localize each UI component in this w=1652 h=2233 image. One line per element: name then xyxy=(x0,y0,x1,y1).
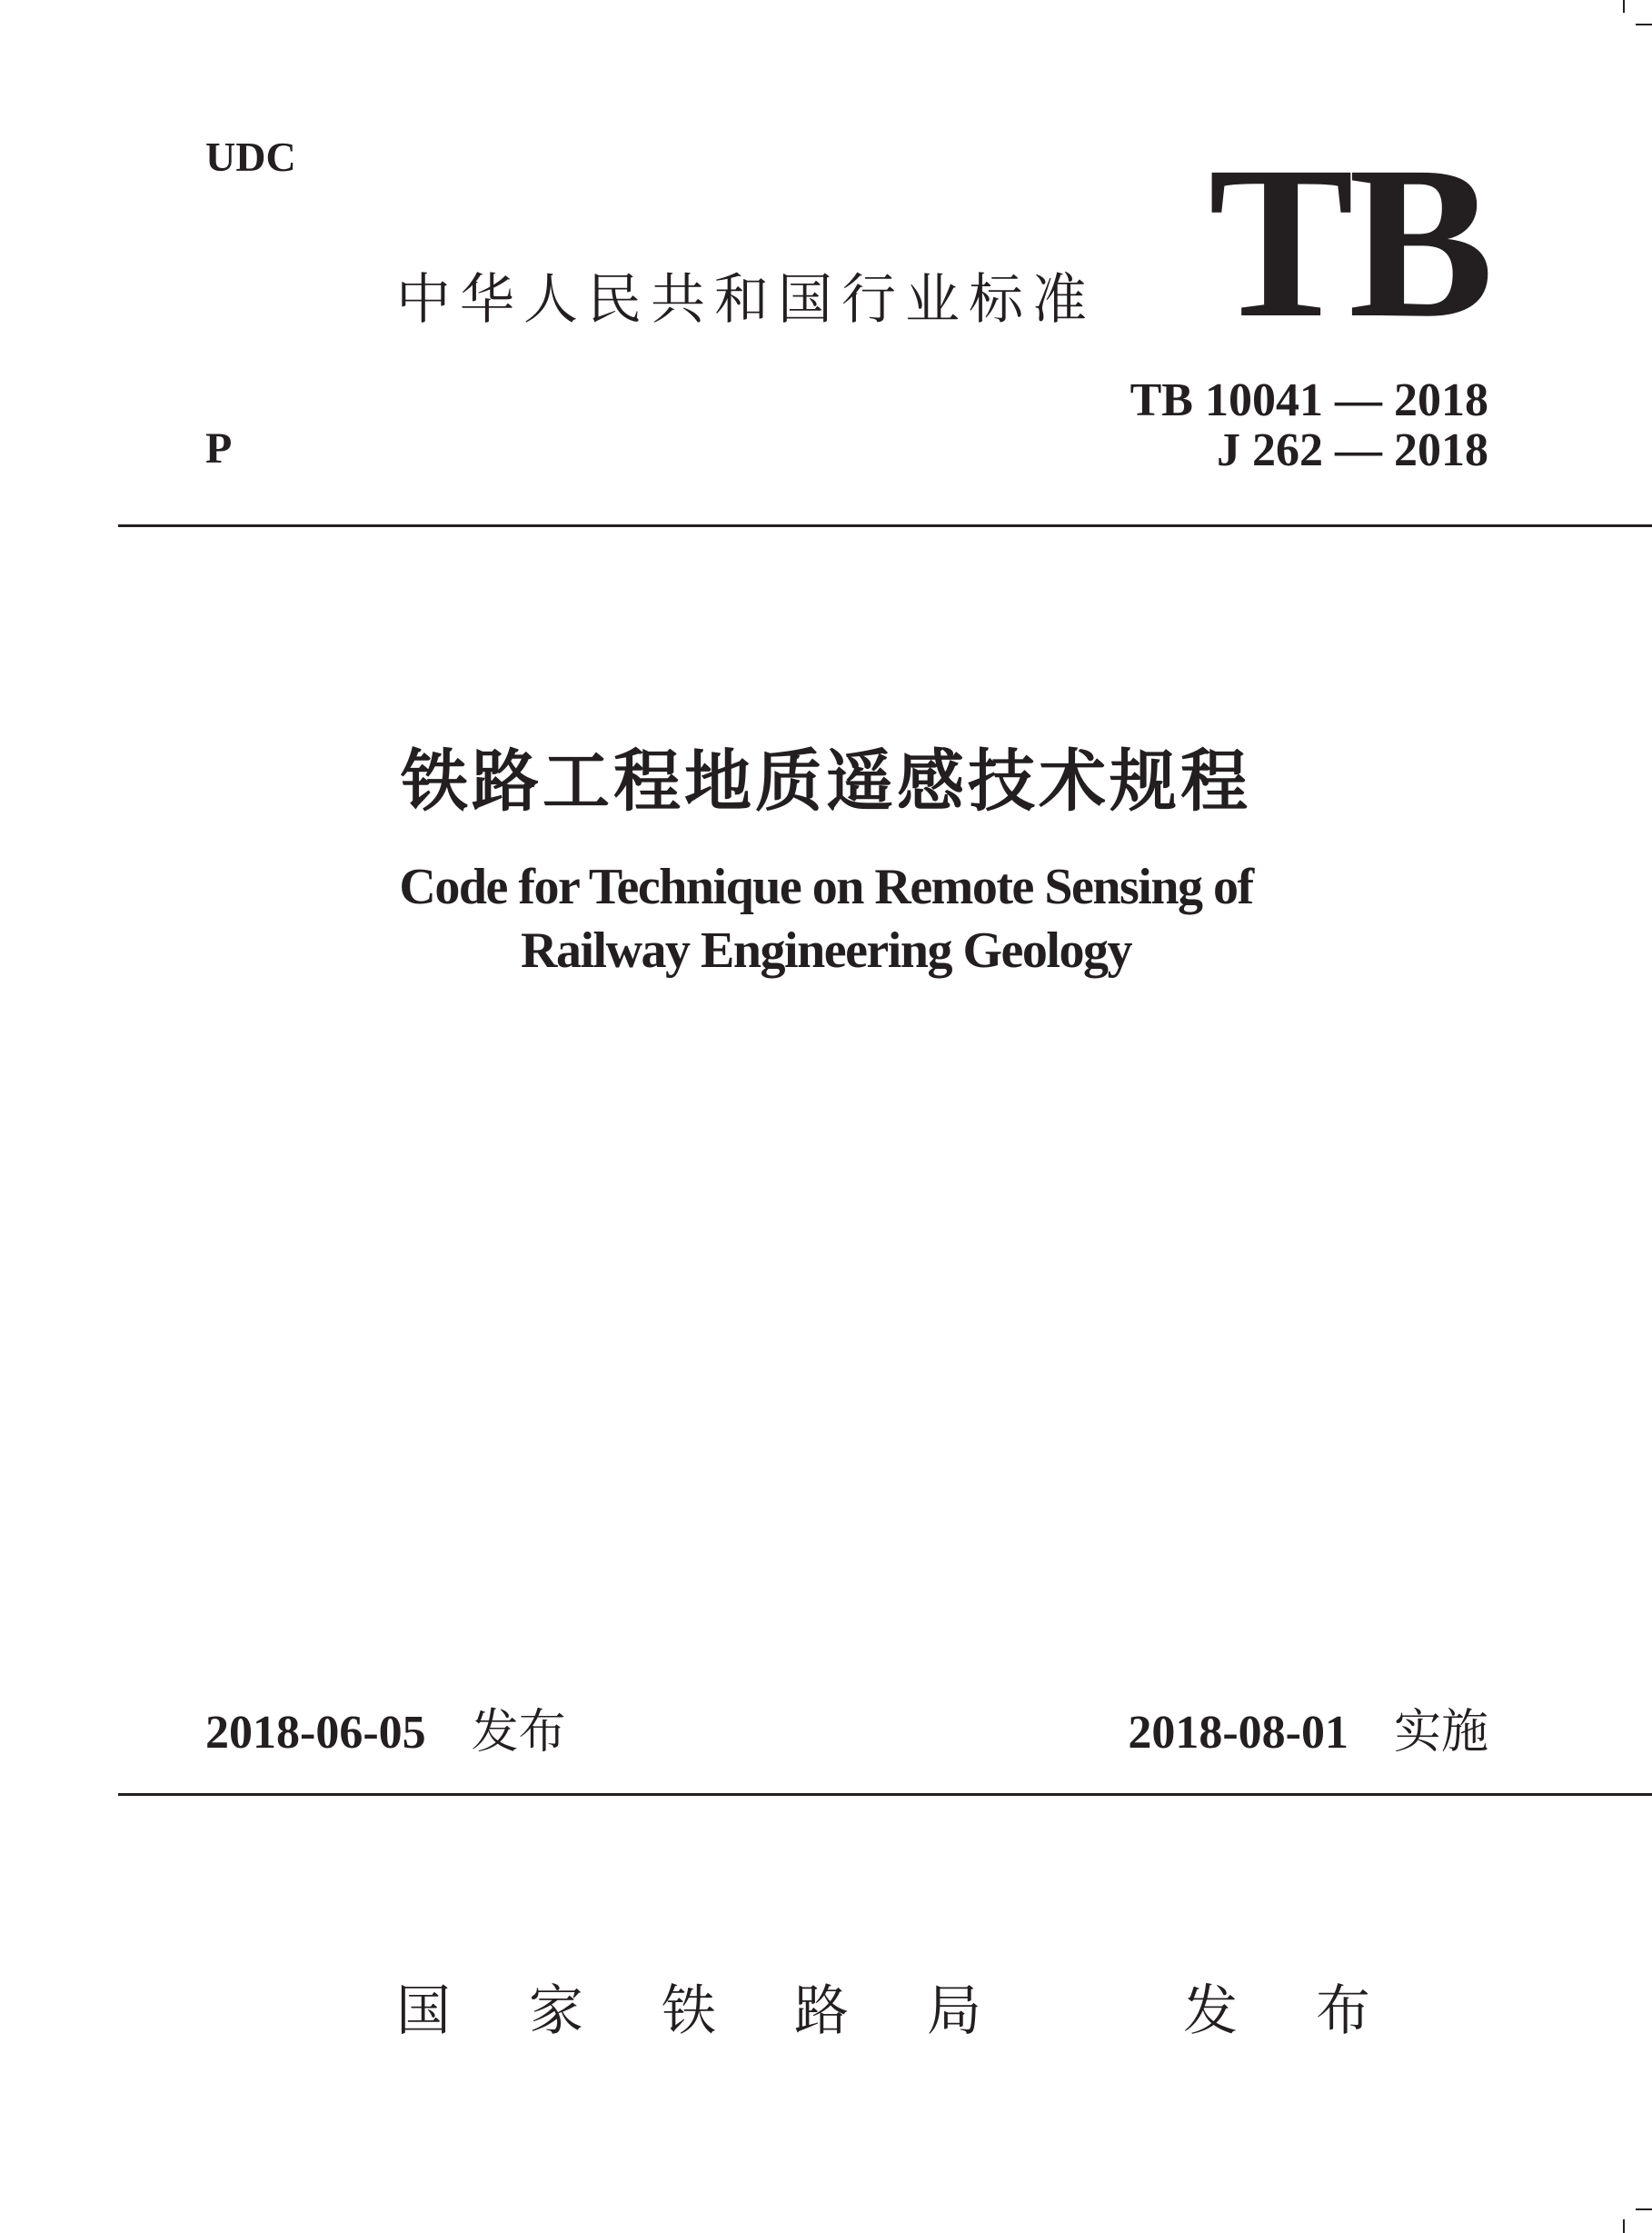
filing-number: J 262 — 2018 xyxy=(1217,424,1488,476)
crop-mark-top-vertical xyxy=(1623,0,1625,13)
implementation-date-label: 实施 xyxy=(1393,1705,1488,1759)
issuer: 国家铁路局 xyxy=(396,1979,1060,2043)
implementation-date-row xyxy=(1128,1705,1488,1759)
crop-mark-bottom-vertical xyxy=(1623,2219,1625,2233)
top-divider xyxy=(118,524,1652,527)
crop-mark-top-horizontal xyxy=(1636,24,1652,25)
issue-date-row xyxy=(205,1705,566,1759)
crop-mark-bottom-horizontal xyxy=(1636,2208,1652,2210)
implementation-date: 2018-08-01 xyxy=(1128,1707,1348,1759)
issuer-publish-label: 发布 xyxy=(1183,1979,1448,2043)
title-english-line1: Code for Technique on Remote Sensing of xyxy=(399,859,1253,915)
title-chinese: 铁路工程地质遥感技术规程 xyxy=(401,743,1251,821)
issue-date: 2018-06-05 xyxy=(205,1707,426,1759)
issue-date-label: 发布 xyxy=(471,1705,566,1759)
udc-label: UDC xyxy=(205,134,296,180)
bottom-divider xyxy=(118,1793,1652,1796)
standard-number: TB 10041 — 2018 xyxy=(1130,374,1488,426)
standard-type: 中华人民共和国行业标准 xyxy=(396,268,1096,332)
category-code: P xyxy=(205,424,233,473)
tb-mark: TB xyxy=(1208,121,1488,363)
title-english-line2: Railway Engineering Geology xyxy=(521,922,1131,979)
